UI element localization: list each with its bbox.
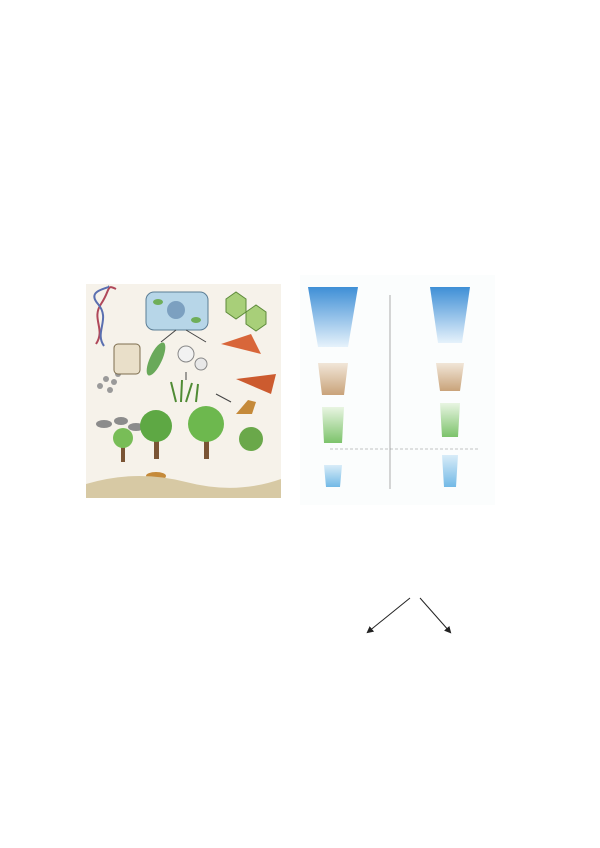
grass-icon — [171, 380, 198, 402]
flowers-icon — [178, 334, 276, 394]
science-funnel — [430, 287, 470, 487]
taxonomy-label — [250, 604, 385, 613]
dna-helix-icon — [94, 286, 116, 346]
cell-icon — [146, 292, 208, 330]
bifurcation-diagram — [250, 580, 580, 740]
organelle-icon — [114, 340, 169, 378]
levels-illustration-image — [86, 284, 281, 498]
ecology-label — [440, 604, 580, 613]
levels-illustration-svg — [86, 284, 281, 498]
levels-organization-svg — [300, 275, 495, 505]
size-funnel — [308, 287, 358, 487]
levels-organization-chart-image — [300, 275, 495, 505]
ground-shape — [86, 476, 281, 498]
trees-icon — [113, 406, 263, 462]
plant-tissue-icon — [226, 292, 266, 331]
